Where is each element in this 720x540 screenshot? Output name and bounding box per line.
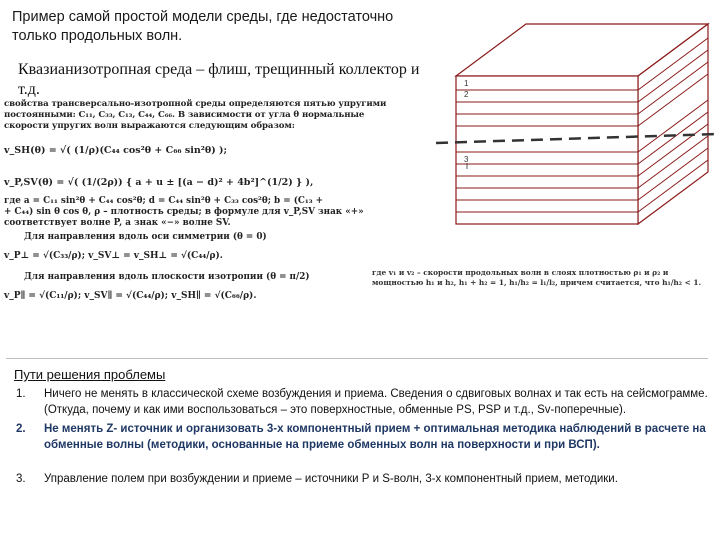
- isotropy-plane-title: Для направления вдоль плоскости изотропии (θ = π/2): [24, 272, 310, 282]
- isotropy-plane-equation: v_P∥ = √(C₁₁/ρ); v_SV∥ = √(C₄₄/ρ); v_SH∥ = √(C₆₆/ρ).: [4, 291, 257, 301]
- slide-subtitle: Квазианизотропная среда – флиш, трещинный коллектор и т.д.: [18, 61, 420, 98]
- excerpt-intro: свойства трансверсально-изотропной среды определяются пятью упругими постоянными: C₁₁, C₃₃, C₁₃, C₄₄, C₆₆. В зависимости от угла θ нормальные скорости упругих волн выражаются следующим образом:: [4, 99, 387, 131]
- slide-title: Пример самой простой модели среды, где недостаточно только продольных волн.: [12, 9, 394, 44]
- symmetry-axis-equation: v_P⊥ = √(C₃₃/ρ); v_SV⊥ = v_SH⊥ = √(C₄₄/ρ).: [4, 251, 223, 261]
- solution-item-2: [14, 421, 714, 453]
- excerpt-where-2: + C₄₄) sin θ cos θ, ρ – плотность среды; в формуле для v_P,SV знак «+»: [4, 207, 364, 217]
- formula-excerpt: [4, 99, 412, 302]
- section-divider: [6, 358, 708, 359]
- solution-text: Не менять Z- источник и организовать 3-х компонентный прием + оптимальная методика наблюдений в расчете на обменные волны (методики, основанные на приеме обменных волн на поверхности и при ВСП).: [44, 423, 706, 451]
- equation-psv: v_P,SV(θ) = √( (1/(2ρ)) { a + u ± [(a − d)² + 4b²]^(1/2) } ),: [4, 177, 314, 188]
- cube-front-face: [456, 76, 638, 224]
- solution-text: Управление полем при возбуждении и приеме – источники Р и S-волн, 3-х компонентный прием, методики.: [44, 473, 618, 485]
- symmetry-axis-title: Для направления вдоль оси симметрии (θ = 0): [24, 232, 267, 242]
- equation-sh: v_SH(θ) = √( (1/ρ)(C₄₄ cos²θ + C₆₆ sin²θ) );: [4, 145, 228, 156]
- layered-medium-figure: [434, 6, 720, 228]
- layer-label-3: 3: [464, 155, 469, 164]
- excerpt-where-3: соответствует волне P, а знак «−» волне SV.: [4, 218, 231, 228]
- solution-number: 2.: [16, 423, 26, 435]
- layer-label-2: 2: [464, 90, 469, 99]
- solution-text: Ничего не менять в классической схеме возбуждения и приема. Сведения о сдвиговых волнах и так есть на сейсмограмме. (Откуда, почему и как ими воспользоваться – это поверхностные, обменные PS, PSP и т.д., Sv-поперечные).: [44, 388, 708, 416]
- layer-velocity-note: где v₁ и v₂ – скорости продольных волн в слоях плотностью ρ₁ и ρ₂ и мощностью h₁ и h₂, h₁ + h₂ = 1, h₁/h₂ = l₁/l₂, причем считается, что h₁/h₂ < 1.: [372, 268, 702, 287]
- solution-item-3: [14, 471, 714, 487]
- excerpt-where: где a = C₁₁ sin²θ + C₄₄ cos²θ; d = C₄₄ sin²θ + C₃₃ cos²θ; b = (C₁₃ +: [4, 196, 324, 206]
- solutions-heading: Пути решения проблемы: [14, 367, 166, 382]
- layer-label-1: 1: [464, 79, 469, 88]
- solution-number: 1.: [16, 388, 26, 400]
- solution-number: 3.: [16, 473, 26, 485]
- solution-item-1: [14, 386, 714, 418]
- solutions-section: [14, 366, 714, 487]
